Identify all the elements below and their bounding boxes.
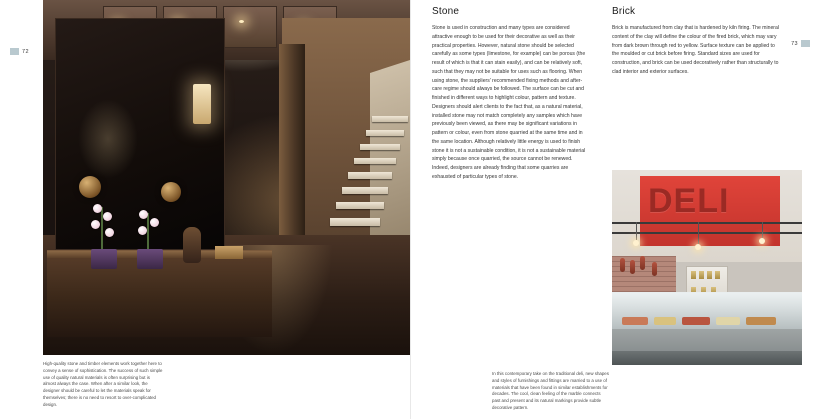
stair-tread <box>342 187 388 194</box>
deli-photo <box>612 170 802 365</box>
orchid-pot <box>91 249 117 269</box>
deli-floor <box>612 351 802 365</box>
orchid-flower <box>150 218 159 227</box>
left-photo-caption: High-quality stone and timber elements work together here to convey a sense of sophistication. The success of such simple use of quality natural materials is often surprising but is almost always the case. When after a similar look, the designer should be careful to let the materials speak for themselves; there is no need to resort to over-complicated design. <box>43 361 163 407</box>
display-food <box>746 317 776 325</box>
decor-disc <box>79 176 101 198</box>
orchid-flower <box>93 204 102 213</box>
brick-heading: Brick <box>612 6 636 17</box>
pendant-wire <box>698 222 699 244</box>
display-food <box>682 317 710 325</box>
orchid-flower <box>138 226 147 235</box>
orchid-flower <box>105 228 114 237</box>
orchid-flower <box>139 210 148 219</box>
decor-disc <box>161 182 181 202</box>
pendant-wire <box>762 222 763 238</box>
pendant-light-icon <box>759 238 765 244</box>
folio-right <box>788 40 810 47</box>
stair-tread <box>330 218 380 226</box>
orchid-pot <box>137 249 163 269</box>
stair-tread <box>348 172 392 179</box>
interior-photo <box>43 0 410 355</box>
pendant-wire <box>636 222 637 240</box>
stair-tread <box>360 144 400 150</box>
mirror-reflection <box>78 99 138 179</box>
display-food <box>716 317 740 325</box>
stone-section <box>432 6 590 187</box>
hanging-produce <box>630 260 635 274</box>
right-page-number: 73 <box>791 40 798 47</box>
stair-tread <box>354 158 396 164</box>
orchid-flower <box>91 220 100 229</box>
folio-left <box>10 48 32 55</box>
stone-body-text: Stone is used in construction and many types are considered attractive enough to be used for their decorative as well as their practical properties. However, natural stone should be selected carefully as some types (limestone, for example) can be porous (the result of which is that it can stain easily), and can be relatively soft, such that they may not be suitable for uses such as flooring. When using stone, the suppliers' recommended fixing methods and after-care regime should always be followed. The surface can be cut and finished in different ways to highlight colour, pattern and texture. Designers should alert clients to the fact that, as a natural material, installed stone may not match completely any samples which have previously been viewed, as there may be significant variations in pattern or colour, even from stone quarried at the same time and in the same location. Although relatively little energy is used to finish stone it is not a sustainable condition, it is not a sustainable material simply because once quarried, the source cannot be renewed. Indeed, designers are already finding that some quarries are exhausted of particular types of stone. <box>432 25 586 180</box>
pendant-light-icon <box>695 244 701 250</box>
hanging-produce <box>652 262 657 276</box>
decor-box <box>215 246 243 259</box>
ceiling-panel <box>223 6 277 48</box>
folio-bar-icon <box>801 40 810 47</box>
stone-heading: Stone <box>432 6 460 17</box>
ceiling-beam <box>612 222 802 224</box>
orchid-stem <box>101 207 103 251</box>
orchid-stem <box>147 213 149 251</box>
right-photo-caption: In this contemporary take on the traditional deli, new shapes and styles of furnishings and fittings are married to a use of materials that have been found in similar establishments for decades. The cool, clean feeling of the marble connects past and present and its natural markings provide subtle decorative pattern. <box>492 371 609 411</box>
display-food <box>622 317 648 325</box>
decor-vase <box>183 227 201 263</box>
hanging-produce <box>620 258 625 272</box>
ceiling-beam <box>612 232 802 234</box>
shelf-jar <box>707 271 712 279</box>
stair-tread <box>336 202 384 209</box>
stair-tread <box>366 130 404 136</box>
left-page-number: 72 <box>22 48 29 55</box>
brick-body-text: Brick is manufactured from clay that is hardened by kiln firing. The mineral content of the clay will define the colour of the fired brick, which may vary from dark brown through red to yellow. Surface texture can be applied to the moulded or cut brick before firing. Standard sizes are used for construction, and brick can be used decoratively rather than structurally to clad interior and exterior surfaces. <box>612 25 779 75</box>
display-food <box>654 317 676 325</box>
pendant-light-icon <box>633 240 639 246</box>
shelf-jar <box>715 271 720 279</box>
shelf-jar <box>691 271 696 279</box>
folio-bar-icon <box>10 48 19 55</box>
deli-sign-text: DELI <box>648 182 730 220</box>
shelf-jar <box>699 271 704 279</box>
orchid-flower <box>103 212 112 221</box>
stair-tread <box>372 116 408 122</box>
hanging-produce <box>640 256 645 270</box>
downlight-icon <box>239 20 244 23</box>
wall-sconce <box>193 84 211 124</box>
brick-section <box>612 6 780 82</box>
